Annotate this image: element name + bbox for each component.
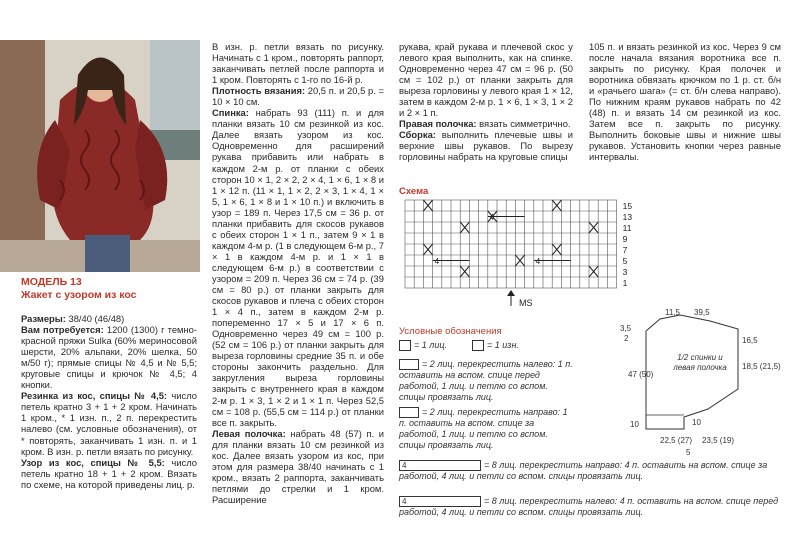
- purl-symbol-icon: [472, 340, 484, 351]
- schema-cell-number: 4: [489, 213, 495, 222]
- schema-cell-number: 4: [535, 257, 541, 266]
- cable-pattern-value: число петель кратно 18 + 1 + 2 кром. Вязать по схеме, на которой приведены лиц. р.: [21, 456, 197, 490]
- right-front-label: Правая полочка:: [399, 118, 477, 130]
- ms-arrow-head-icon: [507, 290, 515, 296]
- schema-row-number: 15: [622, 201, 633, 211]
- back-label: Спинка:: [212, 107, 249, 119]
- model-name: Жакет с узором из кос: [21, 289, 137, 301]
- legend-cross-left-8-text: = 8 лиц. перекрестить налево: 4 п. оставить на вспом. спице перед работой, 4 лиц. и петли со вспом. спицы провязать лиц.: [399, 496, 779, 518]
- schema-cross-mark: [460, 222, 469, 233]
- cross-left-2-icon: [399, 359, 419, 370]
- dim-shoulder: 39,5: [694, 308, 710, 317]
- dim-neck-depth: 3,5: [620, 324, 632, 333]
- ms-label: MS: [519, 298, 533, 308]
- cross-right-2-icon: [399, 407, 419, 418]
- dim-cuff: 10: [692, 418, 701, 427]
- pattern-diagram: [610, 305, 800, 465]
- col2-intro: В изн. р. петли вязать по рисунку. Начинать с 1 кром., повторять раппорт, заканчивать петлей после раппорта и 1 кром. Повторять с 1-го по 16-й р.: [212, 41, 384, 86]
- left-front-label: Левая полочка:: [212, 427, 286, 439]
- col3-intro: рукава, край рукава и плечевой скос у левого края выполнить, как на спинке. Одновременно через 47 см = 96 р. (50 см = 102 р.) от планки закрыть для выреза горловины у левого края 1 × 12, затем в каждом 2-м р. 1 × 6, 1 × 3, 1 × 2 и 2 × 1 п.: [399, 41, 573, 119]
- cable-rib-value: число петель кратно 3 + 1 + 2 кром. Начинать 1 кром., * 1 изн. п., 2 п. перекрестить налево (см. условные обозначения), от * повторять, заканчивать 1 изн. п. и 1 кром. В изн. р. петли вязать по рисунку.: [21, 390, 197, 457]
- cross-left-8-number: 4: [402, 497, 407, 507]
- dim-height: 47 (50): [628, 370, 654, 379]
- legend-knit: = 1 лиц.: [414, 340, 447, 350]
- schema-row-number: 7: [622, 245, 628, 255]
- schema-cross-mark: [589, 222, 598, 233]
- model-photo: [0, 40, 200, 272]
- dim-neck: 11,5: [665, 308, 680, 317]
- schema-row-number: 3: [622, 267, 628, 277]
- dim-sleeve-top: 16,5: [742, 336, 758, 345]
- legend-purl: = 1 изн.: [487, 340, 519, 350]
- cable-pattern-label: Узор из кос, спицы № 5,5:: [21, 456, 165, 468]
- cross-right-8-icon: [399, 460, 481, 471]
- cross-right-8-number: 4: [402, 461, 407, 471]
- schema-cross-mark: [515, 255, 524, 266]
- legend-cross-right: [399, 407, 574, 451]
- schema-row-number: 1: [622, 278, 628, 288]
- cable-rib-label: Резинка из кос, спицы № 4,5:: [21, 390, 168, 402]
- col4-text: 105 п. и вязать резинкой из кос. Через 9 см после начала вязания воротника все п. закрыть по рисунку. Края полочек и воротника обвязать крючком по 1 р. ст. б/н и «рачьего шага» (= ст. б/н слева направо). По нижним краям рукавов набрать по 42 (48) п. и вязать 14 см резинкой из кос. Затем все п. закрыть по рисунку. Выполнить боковые швы и нижние швы рукавов. Установить кнопки через равные интервалы.: [589, 41, 781, 163]
- density-value: 20,5 п. и 20,5 р. = 10 × 10 см.: [212, 85, 384, 108]
- legend-knit-purl: [399, 340, 599, 351]
- dim-placket: 5: [686, 448, 691, 457]
- text-column-3: [399, 41, 573, 163]
- schema-cross-mark: [423, 200, 432, 211]
- need-label: Вам потребуется:: [21, 324, 104, 336]
- legend-cross-right-text: = 2 лиц. перекрестить направо: 1 п. оставить на вспом. спице за работой, 1 лиц. и петлю со вспом. спицы провязать лиц.: [399, 407, 568, 451]
- dim-sleeve-width: 18,5 (21,5): [742, 362, 781, 371]
- schema-title: Схема: [399, 186, 429, 197]
- text-column-4: [589, 41, 781, 163]
- schema-cross-mark: [423, 244, 432, 255]
- schema-cell-number: 4: [434, 257, 440, 266]
- knit-symbol-icon: [399, 340, 411, 351]
- legend-cross-left-8: [399, 496, 779, 518]
- legend-title: Условные обозначения: [399, 326, 502, 337]
- schema-cross-mark: [552, 200, 561, 211]
- schema-chart: [399, 196, 659, 312]
- text-column-2: [212, 41, 384, 505]
- schema-row-number: 9: [622, 234, 628, 244]
- left-front-value: набрать 48 (57) п. и для планки вязать 10 см резинкой из кос. Далее вязать узором из кос, при этом для размера 38/40 начинать с 1 кром., вязать 2 раппорта, заканчивать петлями до стрелки и 1 кром. Расширение: [212, 427, 385, 505]
- dim-hem: 10: [630, 420, 639, 429]
- dim-top: 2: [624, 334, 629, 343]
- schema-cross-mark: [589, 266, 598, 277]
- model-number: МОДЕЛЬ 13: [21, 276, 82, 288]
- legend-cross-right-8-text: = 8 лиц. перекрестить направо: 4 п. оставить на вспом. спице за работой, 4 лиц. и петли со вспом. спицы провязать лиц.: [399, 460, 768, 482]
- back-value: набрать 93 (111) п. и для планки вязать 10 см резинкой из кос. Далее вязать узором из кос. Одновременно для расширений рукава прибавить или набрать в каждом 2-м р. от планки с обеих сторон 10 × 1, 2 × 2, 2 × 4, 1 × 6, 1 × 8 и 1 × 12 п. (11 × 1, 1 × 2, 2 × 3, 1 × 4, 1 × 5, 1 × 6, 1 × 8 и 1 × 10 п.) и включить в узор = 189 п. Через 17,5 см = 36 р. от планки прибавить для скосов рукавов с обеих сторон 1 × 1 п., затем 9 × 1 в каждом 4-м р. (1 в следующем 6-м р., 7 × 1 в каждом 4-м р. и 1 × 1 в следующем 6-м р.) в соответствии с узором = 209 п. Через 36 см = 74 р. (39 см = 80 р.) от планки закрыть для скосов рукавов и плеча с обеих сторон 1 × 4 п., затем в каждом 2-м р. попеременно 17 × 5 и 17 × 6 п. Одновременно через 49 см = 100 р. (52 см = 106 р.) от планки закрыть для выреза горловины средние 35 п. и обе стороны закончить раздельно. Для закругления выреза горловины закрыть с внутреннего края в каждом 2-м р. 1 × 3, 1 × 2 и 1 × 1 п. Через 52,5 см = 108 р. (55,5 см = 114 р.) от планки все п. закрыть.: [212, 107, 384, 428]
- legend-cross-left-text: = 2 лиц. перекрестить налево: 1 п. оставить на вспом. спице перед работой, 1 лиц. и петлю со вспом. спицы провязать лиц.: [399, 359, 573, 403]
- assembly-value: выполнить плечевые швы и верхние швы рукавов. По вырезу горловины набрать на круговые спицы: [399, 129, 573, 163]
- text-column-1: [21, 313, 197, 490]
- cross-left-8-icon: [399, 496, 481, 507]
- dim-bottom-width: 22,5 (27): [660, 436, 693, 445]
- model-photo-illustration: [0, 40, 200, 272]
- density-label: Плотность вязания:: [212, 85, 306, 97]
- sizes-label: Размеры:: [21, 313, 66, 324]
- pattern-label: 1/2 спинки и левая полочка: [673, 353, 727, 372]
- legend-cross-left: [399, 359, 574, 403]
- sizes-value: 38/40 (46/48): [65, 313, 125, 324]
- schema-cross-mark: [460, 266, 469, 277]
- schema-row-number: 13: [622, 212, 633, 222]
- schema-cross-mark: [552, 244, 561, 255]
- schema-row-number: 11: [622, 223, 632, 233]
- right-front-value: вязать симметрично.: [476, 118, 571, 130]
- need-value: 1200 (1300) г темно-красной пряжи Sulka (60% мериносовой шерсти, 20% альпаки, 20% шелка, 50 м/50 г); прямые спицы № 4,5 и № 5,5; круговые спицы и крючок № 4,5; 4 кнопки.: [21, 324, 197, 391]
- schema-row-number: 5: [622, 256, 628, 266]
- dim-cuff-width: 23,5 (19): [702, 436, 735, 445]
- assembly-label: Сборка:: [399, 129, 436, 141]
